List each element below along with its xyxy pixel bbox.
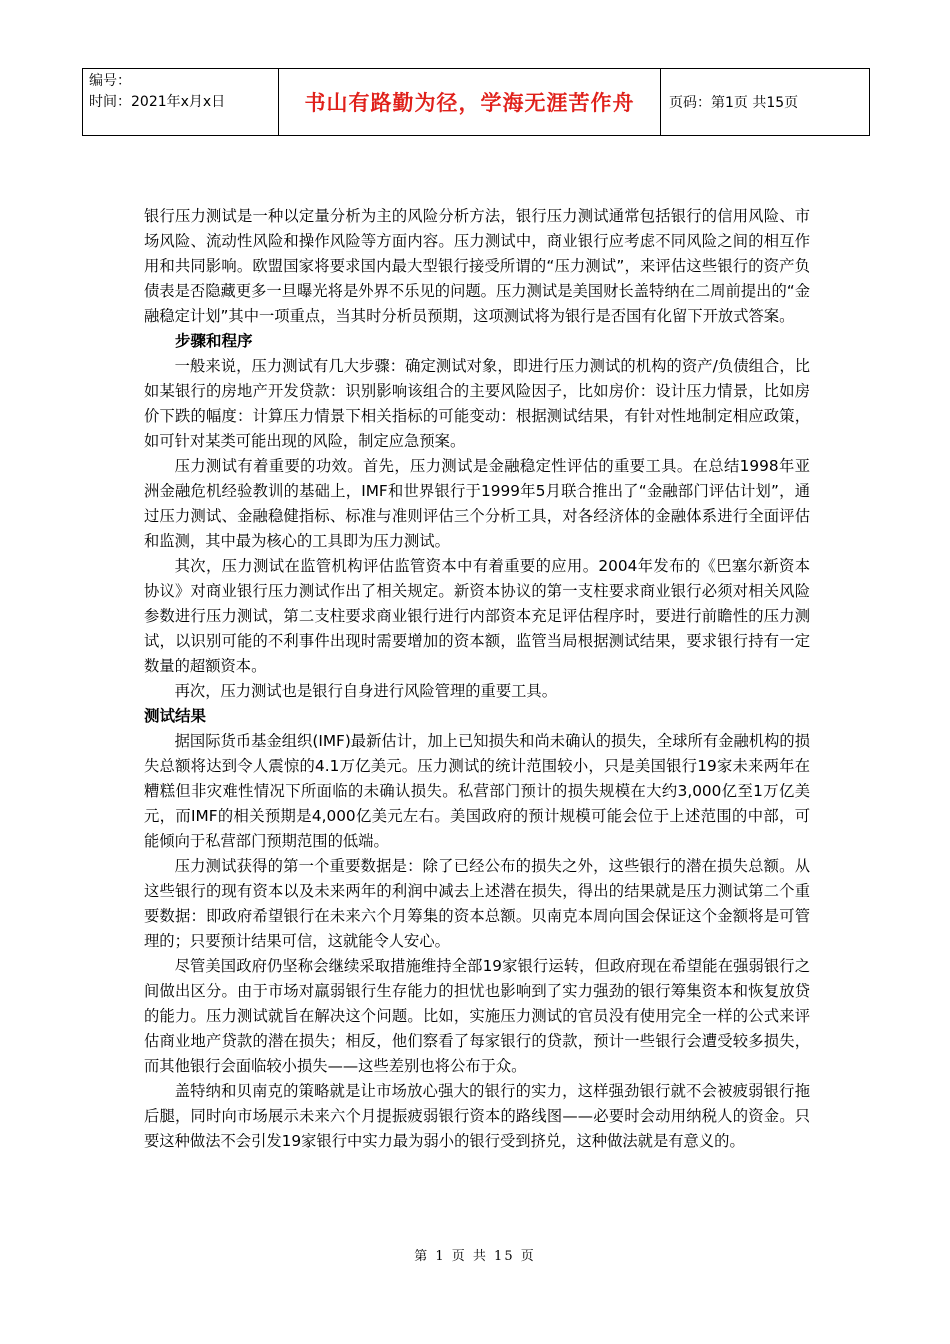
header-motto-cell: [279, 69, 661, 135]
document-body: [144, 204, 810, 1154]
paragraph: 压力测试有着重要的功效。首先，压力测试是金融稳定性评估的重要工具。在总结1998年亚洲金融危机经验教训的基础上，IMF和世界银行于1999年5月联合推出了“金融部门评估计划”，通过压力测试、金融稳健指标、标准与准则评估三个分析工具，对各经济体的金融体系进行全面评估和监测，其中最为核心的工具即为压力测试。: [144, 457, 810, 550]
page-footer: 第 1 页 共 15 页: [414, 1249, 536, 1264]
paragraph: 据国际货币基金组织(IMF)最新估计，加上已知损失和尚未确认的损失，全球所有金融机构的损失总额将达到令人震惊的4.1万亿美元。压力测试的统计范围较小，只是美国银行19家未来两年在糟糕但非灾难性情况下所面临的未确认损失。私营部门预计的损失规模在大约3,000亿至1万亿美元，而IMF的相关预期是4,000亿美元左右。美国政府的预计规模可能会位于上述范围的中部，可能倾向于私营部门预期范围的低端。: [144, 732, 810, 850]
header-page-info-cell: [661, 69, 869, 135]
paragraph: 尽管美国政府仍坚称会继续采取措施维持全部19家银行运转，但政府现在希望能在强弱银行之间做出区分。由于市场对羸弱银行生存能力的担忧也影响到了实力强劲的银行筹集资本和恢复放贷的能力。压力测试就旨在解决这个问题。比如，实施压力测试的官员没有使用完全一样的公式来评估商业地产贷款的潜在损失；相反，他们察看了每家银行的贷款，预计一些银行会遭受较多损失，而其他银行会面临较小损失——这些差别也将公布于众。: [144, 957, 810, 1075]
page-info: 页码：第1页 共15页: [669, 95, 799, 111]
header-meta: [83, 69, 279, 135]
paragraph: 一般来说，压力测试有几大步骤：确定测试对象，即进行压力测试的机构的资产/负债组合，比如某银行的房地产开发贷款：识别影响该组合的主要风险因子，比如房价：设计压力情景，比如房价下跌的幅度：计算压力情景下相关指标的可能变动：根据测试结果，有针对性地制定相应政策，如可针对某类可能出现的风险，制定应急预案。: [144, 357, 810, 450]
document-number: 编号：: [89, 73, 131, 89]
document-time: 时间：2021年x月x日: [89, 94, 226, 110]
section-heading-results: 测试结果: [144, 707, 207, 725]
paragraph: 盖特纳和贝南克的策略就是让市场放心强大的银行的实力，这样强劲银行就不会被疲弱银行拖后腿，同时向市场展示未来六个月提振疲弱银行资本的路线图——必要时会动用纳税人的资金。只要这种做法不会引发19家银行中实力最为弱小的银行受到挤兑，这种做法就是有意义的。: [144, 1082, 810, 1150]
header-table: [82, 68, 870, 136]
paragraph: 压力测试获得的第一个重要数据是：除了已经公布的损失之外，这些银行的潜在损失总额。从这些银行的现有资本以及未来两年的利润中减去上述潜在损失，得出的结果就是压力测试第二个重要数据：即政府希望银行在未来六个月筹集的资本总额。贝南克本周向国会保证这个金额将是可管理的；只要预计结果可信，这就能令人安心。: [144, 857, 810, 950]
motto: 书山有路勤为径，学海无涯苦作舟: [304, 90, 635, 115]
paragraph: 其次，压力测试在监管机构评估监管资本中有着重要的应用。2004年发布的《巴塞尔新资本协议》对商业银行压力测试作出了相关规定。新资本协议的第一支柱要求商业银行必须对相关风险参数进行压力测试，第二支柱要求商业银行进行内部资本充足评估程序时，要进行前瞻性的压力测试，以识别可能的不利事件出现时需要增加的资本额，监管当局根据测试结果，要求银行持有一定数量的超额资本。: [144, 557, 810, 675]
paragraph: 再次，压力测试也是银行自身进行风险管理的重要工具。: [174, 682, 558, 700]
intro-paragraph: 银行压力测试是一种以定量分析为主的风险分析方法，银行压力测试通常包括银行的信用风险、市场风险、流动性风险和操作风险等方面内容。压力测试中，商业银行应考虑不同风险之间的相互作用和共同影响。欧盟国家将要求国内最大型银行接受所谓的“压力测试”，来评估这些银行的资产负债表是否隐藏更多一旦曝光将是外界不乐见的问题。压力测试是美国财长盖特纳在二周前提出的“金融稳定计划”其中一项重点，当其时分析员预期，这项测试将为银行是否国有化留下开放式答案。: [144, 207, 810, 325]
section-heading-steps: 步骤和程序: [175, 332, 253, 350]
